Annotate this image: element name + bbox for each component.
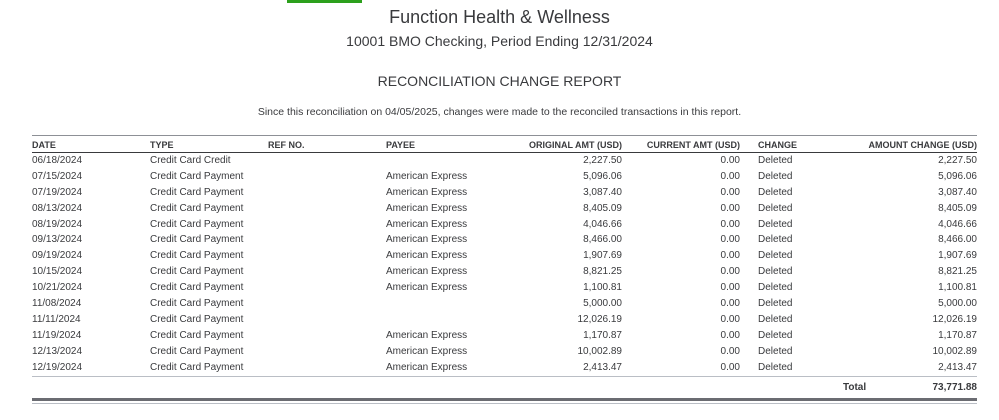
column-header-original-amount[interactable]: ORIGINAL AMT (USD) [529,140,622,150]
cell-date: 10/15/2024 [32,266,83,278]
table-row[interactable] [32,297,977,313]
table-row[interactable] [32,313,977,329]
cell-amount-change: 10,002.89 [932,345,977,357]
cell-original-amount: 12,026.19 [577,313,622,325]
cell-change: Deleted [758,170,793,182]
table-row[interactable] [32,233,977,249]
report-notice: Since this reconciliation on 04/05/2025, changes were made to the reconciled transactions in this report. [257,106,742,118]
cell-current-amount: 0.00 [720,155,740,166]
table-row[interactable] [32,202,977,218]
cell-type: Credit Card Payment [150,282,244,294]
cell-original-amount: 4,046.66 [583,218,622,230]
cell-amount-change: 8,821.25 [938,266,977,278]
cell-payee: American Express [386,345,468,357]
report-title: RECONCILIATION CHANGE REPORT [377,73,622,89]
total-rule [32,376,977,377]
cell-type: Credit Card Payment [150,329,244,341]
cell-change: Deleted [758,282,793,294]
table-row[interactable] [32,265,977,281]
cell-change: Deleted [758,186,793,198]
cell-payee: American Express [386,170,468,182]
cell-current-amount: 0.00 [720,313,740,325]
table-row[interactable] [32,249,977,265]
cell-original-amount: 8,821.25 [583,266,622,278]
column-header-amount-change[interactable]: AMOUNT CHANGE (USD) [868,140,977,150]
cell-date: 09/19/2024 [32,250,83,262]
table-row[interactable] [32,345,977,361]
cell-change: Deleted [758,298,793,310]
cell-date: 08/19/2024 [32,218,83,230]
cell-current-amount: 0.00 [720,170,740,182]
cell-payee: American Express [386,218,468,230]
cell-change: Deleted [758,218,793,230]
cell-change: Deleted [758,345,793,357]
cell-payee: American Express [386,234,468,246]
cell-original-amount: 1,907.69 [583,250,622,262]
cell-type: Credit Card Payment [150,345,244,357]
cell-date: 12/19/2024 [32,361,83,373]
cell-type: Credit Card Payment [150,234,244,246]
cell-amount-change: 2,413.47 [938,361,977,373]
cell-payee: American Express [386,329,468,341]
company-name: Function Health & Wellness [389,7,610,27]
report-subtitle: 10001 BMO Checking, Period Ending 12/31/2024 [346,33,653,49]
cell-current-amount: 0.00 [720,329,740,341]
cell-amount-change: 5,096.06 [938,170,977,182]
cell-type: Credit Card Payment [150,170,244,182]
cell-original-amount: 1,170.87 [583,329,622,341]
table-row[interactable] [32,170,977,186]
cell-current-amount: 0.00 [720,234,740,246]
cell-date: 08/13/2024 [32,202,83,214]
column-header-ref-no[interactable]: REF NO. [268,140,305,150]
cell-current-amount: 0.00 [720,345,740,357]
cell-payee: American Express [386,266,468,278]
cell-change: Deleted [758,313,793,325]
cell-original-amount: 2,227.50 [583,155,622,166]
cell-date: 11/19/2024 [32,329,82,341]
cell-date: 12/13/2024 [32,345,83,357]
cell-type: Credit Card Payment [150,361,244,373]
cell-current-amount: 0.00 [720,282,740,294]
cell-original-amount: 3,087.40 [583,186,622,198]
cell-payee: American Express [386,186,468,198]
cell-change: Deleted [758,202,793,214]
cell-amount-change: 1,100.81 [938,282,977,294]
cell-payee: American Express [386,250,468,262]
cell-current-amount: 0.00 [720,218,740,230]
header-rule [32,152,977,153]
cell-original-amount: 8,466.00 [583,234,622,246]
cell-amount-change: 2,227.50 [938,155,977,166]
cell-type: Credit Card Payment [150,202,244,214]
cell-date: 07/15/2024 [32,170,83,182]
cell-type: Credit Card Payment [150,298,244,310]
cell-date: 11/08/2024 [32,298,82,310]
cell-change: Deleted [758,155,793,166]
cell-amount-change: 5,000.00 [938,298,977,310]
cell-current-amount: 0.00 [720,266,740,278]
cell-change: Deleted [758,234,793,246]
table-row[interactable] [32,281,977,297]
table-row[interactable] [32,361,977,377]
cell-date: 06/18/2024 [32,155,83,166]
cell-payee: American Express [386,282,468,294]
cell-amount-change: 1,907.69 [938,250,977,262]
total-label: Total [843,382,867,393]
cell-type: Credit Card Payment [150,250,244,262]
cell-current-amount: 0.00 [720,250,740,262]
cell-type: Credit Card Payment [150,313,244,325]
cell-type: Credit Card Payment [150,186,244,198]
cell-amount-change: 12,026.19 [932,313,977,325]
cell-type: Credit Card Payment [150,218,244,230]
column-header-type[interactable]: TYPE [150,140,174,150]
cell-original-amount: 2,413.47 [583,361,622,373]
cell-change: Deleted [758,329,793,341]
cell-current-amount: 0.00 [720,186,740,198]
cell-original-amount: 8,405.09 [583,202,622,214]
table-row[interactable] [32,329,977,345]
cell-change: Deleted [758,361,793,373]
total-value: 73,771.88 [932,382,977,393]
active-tab-indicator [287,0,362,3]
cell-original-amount: 10,002.89 [577,345,622,357]
table-row[interactable] [32,154,977,170]
cell-amount-change: 3,087.40 [938,186,977,198]
cell-current-amount: 0.00 [720,202,740,214]
column-header-payee[interactable]: PAYEE [386,140,416,150]
cell-amount-change: 4,046.66 [938,218,977,230]
cell-original-amount: 1,100.81 [583,282,622,294]
column-header-change[interactable]: CHANGE [758,140,798,150]
cell-date: 10/21/2024 [32,282,83,294]
cell-payee: American Express [386,202,468,214]
cell-amount-change: 8,405.09 [938,202,977,214]
table-bottom-rule-thin [32,403,977,404]
cell-current-amount: 0.00 [720,361,740,373]
table-top-rule [32,135,977,136]
cell-type: Credit Card Credit [150,155,231,166]
cell-original-amount: 5,000.00 [583,298,622,310]
cell-amount-change: 1,170.87 [938,329,977,341]
table-row[interactable] [32,218,977,234]
cell-current-amount: 0.00 [720,298,740,310]
column-header-date[interactable]: DATE [32,140,56,150]
column-header-current-amount[interactable]: CURRENT AMT (USD) [646,140,740,150]
cell-date: 07/19/2024 [32,186,83,198]
cell-change: Deleted [758,266,793,278]
cell-amount-change: 8,466.00 [938,234,977,246]
table-row[interactable] [32,186,977,202]
cell-type: Credit Card Payment [150,266,244,278]
table-bottom-rule [32,398,977,401]
cell-original-amount: 5,096.06 [583,170,622,182]
cell-date: 09/13/2024 [32,234,83,246]
cell-change: Deleted [758,250,793,262]
cell-date: 11/11/2024 [32,313,81,325]
table-body [32,154,977,376]
cell-payee: American Express [386,361,468,373]
